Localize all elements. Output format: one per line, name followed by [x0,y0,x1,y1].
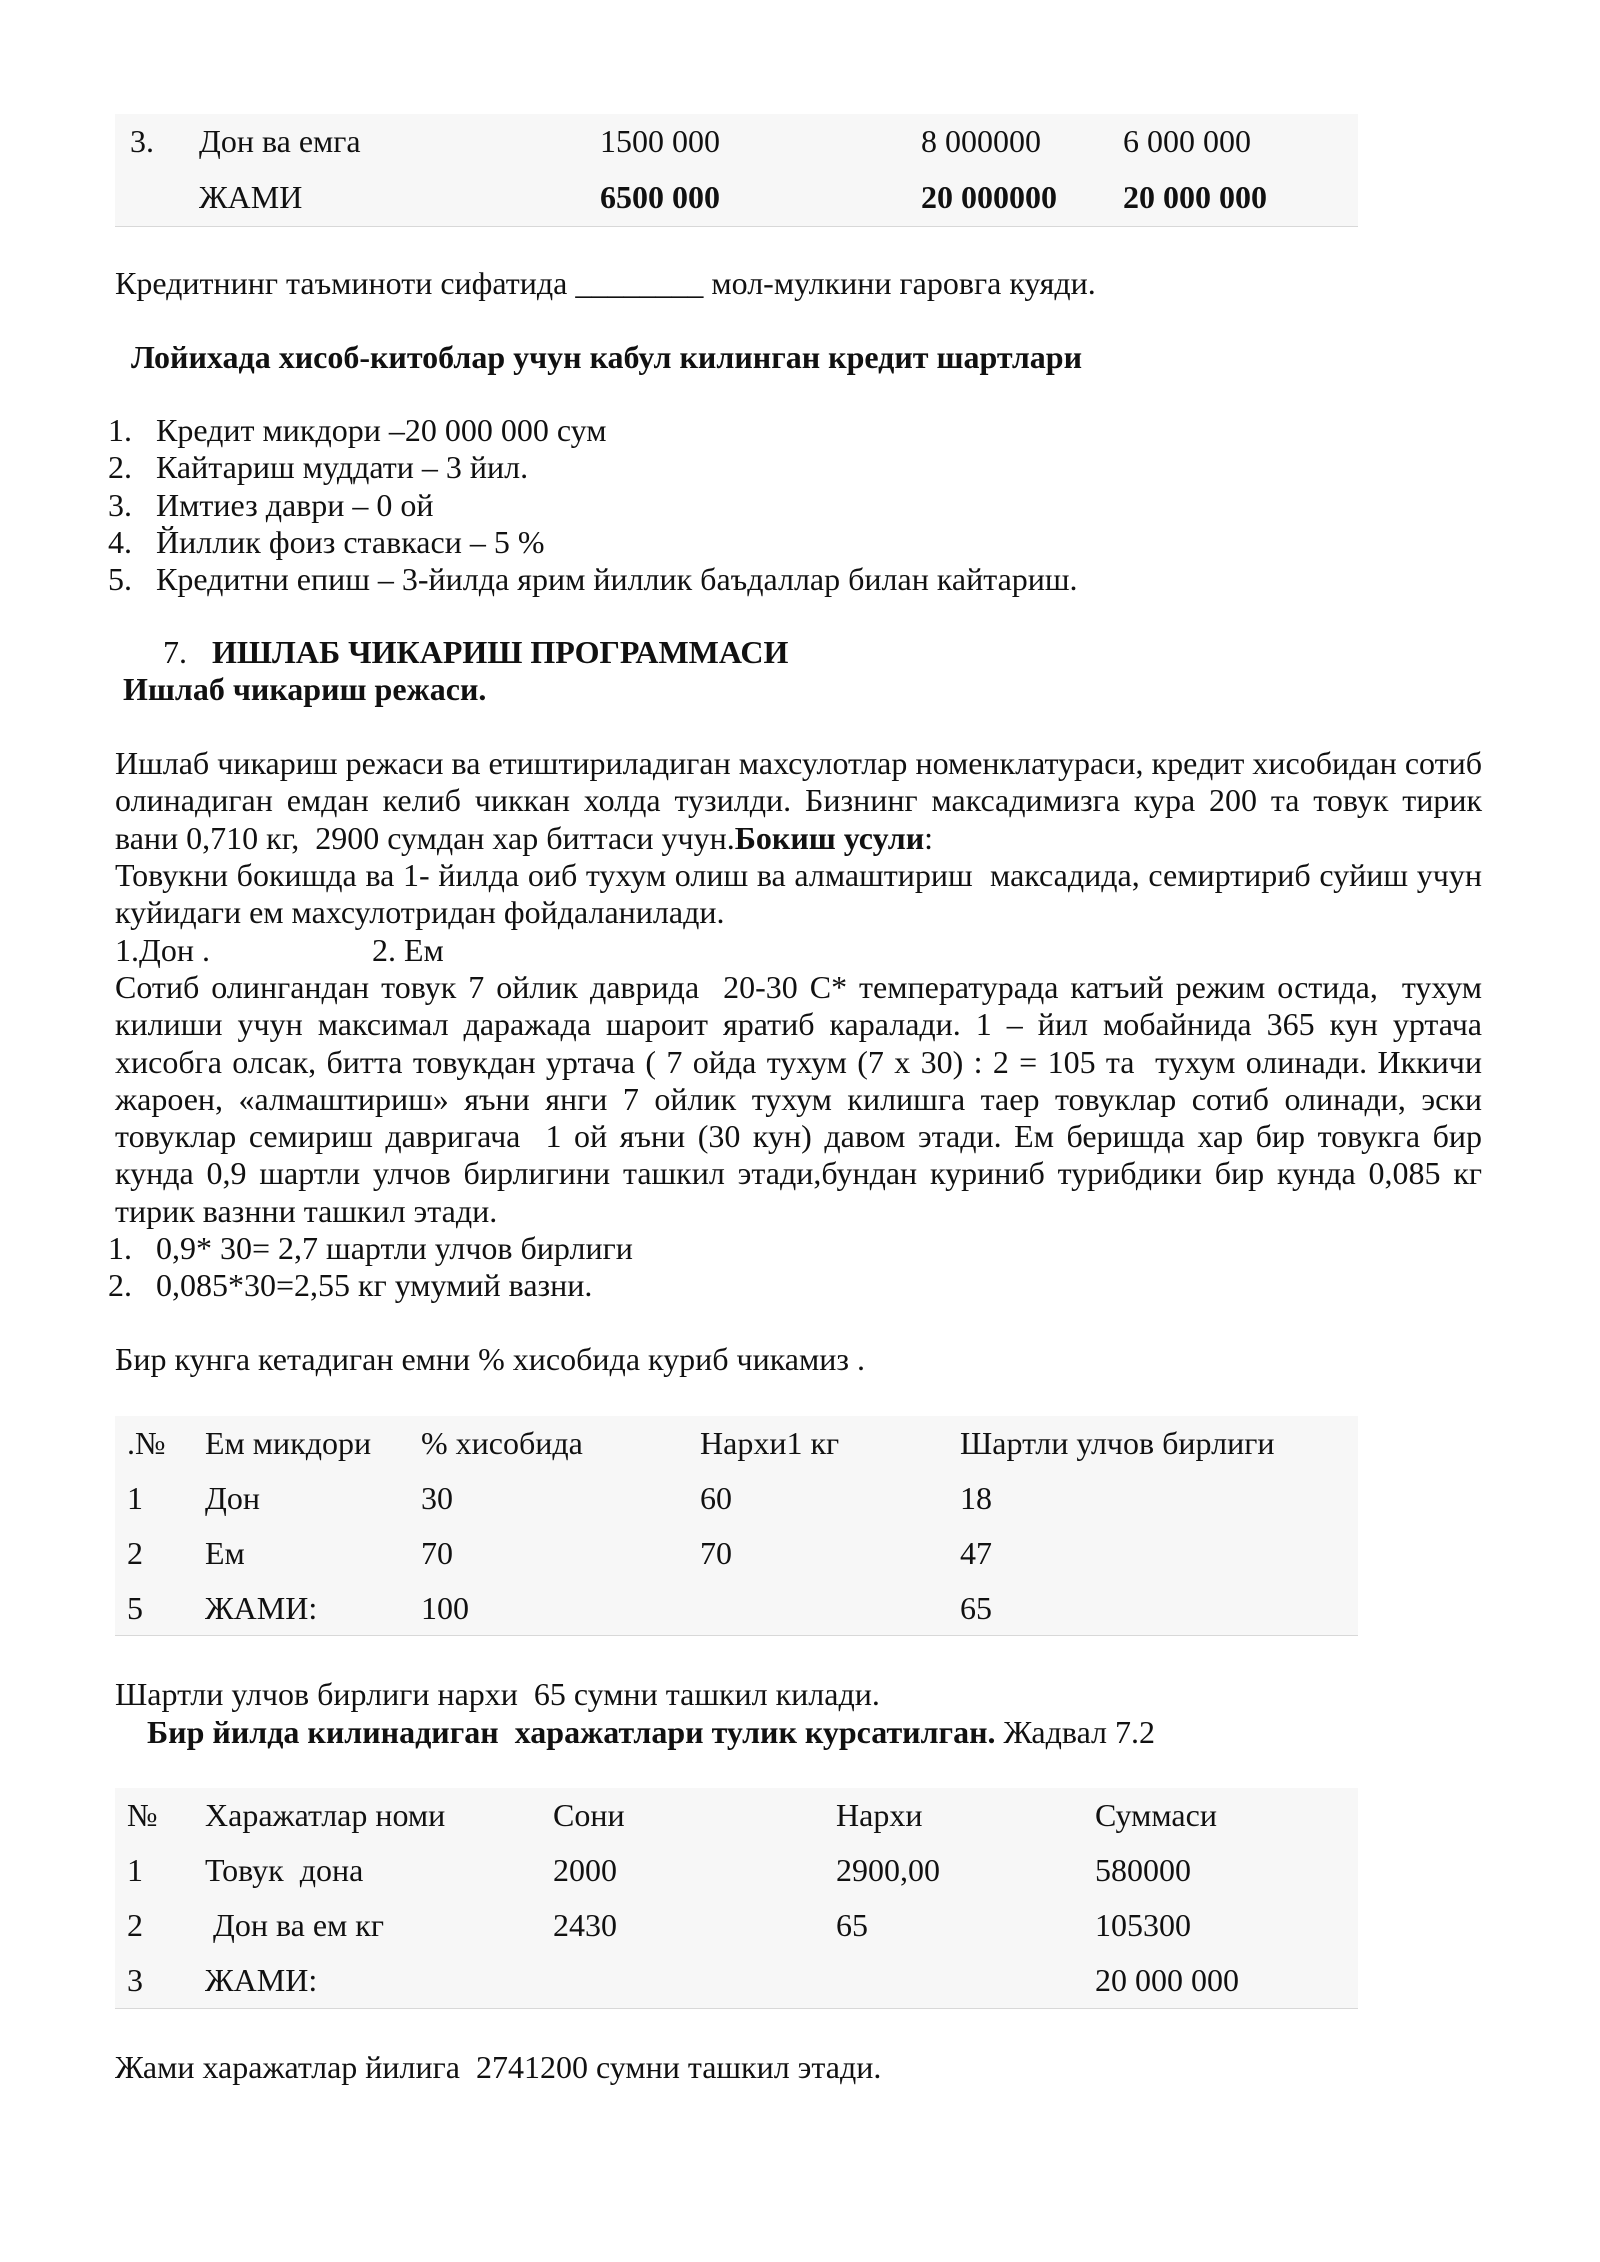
table-cell: ЖАМИ: [205,1961,318,1998]
table-row [115,1898,1358,1953]
list-number: 5. [108,561,132,598]
production-plan-paragraph [115,745,1490,857]
header-cell: Суммаси [1095,1796,1217,1833]
table-cell: 70 [700,1534,732,1571]
list-text: 0,085*30=2,55 кг умумий вазни. [156,1267,593,1304]
feed-table [115,1416,1358,1637]
header-cell: Нархи1 кг [700,1424,840,1461]
paragraph-text: Ишлаб чикариш режаси ва етиштириладиган махсулотлар номенклатураси, кредит хисобидан сотиб олинадиган емдан келиб чиккан холда тузилди. Бизнинг максадимизга кура 200 та товук тирик вани 0,710 кг, 2900 сумдан хар биттаси учун. [115,745,1490,856]
header-cell: Шартли улчов бирлиги [960,1424,1275,1461]
list-text: 0,9* 30= 2,7 шартли улчов бирлиги [156,1230,633,1267]
list-number: 1. [108,412,132,449]
calculation-list [108,1230,1482,1305]
table-cell: 580000 [1095,1851,1191,1888]
feeding-paragraph: Товукни бокишда ва 1- йилда оиб тухум олиш ва алмаштириш максадида, семиртириб суйиш учун куйидаги ем махсулотридан фойдаланилади. [115,857,1490,931]
total-value-cell: 20 000 000 [1123,179,1267,216]
row-number-cell: 3. [130,123,154,160]
credit-terms-heading: Лойихада хисоб-китоблар учун кабул килинган кредит шартлари [131,338,1083,375]
list-number: 4. [108,523,132,560]
row-number-cell [115,170,184,226]
list-text: Йиллик фоиз ставкаси – 5 % [156,523,545,560]
table-cell: 20 000 000 [1095,1961,1239,1998]
table-cell: ЖАМИ: [205,1589,318,1626]
item-name-cell: ЖАМИ [199,179,303,216]
table-total-row [115,1953,1358,2008]
table-cell: 1 [127,1479,143,1516]
section-title: ИШЛАБ ЧИКАРИШ ПРОГРАММАСИ [212,633,789,670]
section-subtitle: Ишлаб чикариш режаси. [123,670,487,707]
page-content [108,0,1490,2086]
list-item [108,412,1482,449]
list-item [108,486,1482,524]
rearing-paragraph: Сотиб олингандан товук 7 ойлик даврида 20-30 С* температурада катъий режим остида, тухум килиши учун максимал даражада шароит яратиб каралади. 1 – йил мобайнида 365 кун уртача хисобга олсак, битта товукдан уртача ( 7 ойда тухум (7 х 30) : 2 = 105 та тухум олинади. Иккичи жароен, «алмаштириш» яъни янги 7 ойлик тухум килишга таер товуклар сотиб олинади, эски товуклар семириш давригача 1 ой яъни (30 кун) давом этади. Ем беришда хар бир товукга бир кунда 0,9 шартли улчов бирлигини ташкил этади,бундан куриниб турибдики бир кунда 0,085 кг тирик вазнни ташкил этади. [115,968,1490,1229]
header-cell: Нархи [836,1796,923,1833]
table-cell: 47 [960,1534,992,1571]
list-text: Кайтариш муддати – 3 йил. [156,449,529,486]
section-heading [115,634,1482,671]
feed-type-grain: 1.Дон . [115,931,210,968]
header-cell: Харажатлар номи [205,1796,446,1833]
header-cell: .№ [127,1424,166,1461]
table-row [115,1843,1358,1898]
table-row [115,1526,1358,1581]
list-item [108,561,1482,598]
table-cell: Дон [205,1479,260,1516]
header-cell: Ем микдори [205,1424,372,1461]
table-cell: 30 [421,1479,453,1516]
table-cell: 5 [127,1589,143,1626]
feed-type-fodder: 2. Ем [372,931,444,968]
value-cell: 6 000 000 [1123,123,1251,160]
feed-types-line [115,932,1482,969]
list-text: Кредит микдори –20 000 000 сум [156,412,607,449]
collateral-paragraph: Кредитнинг таъминоти сифатида ________ мол-мулкини гаровга куяди. [115,264,1096,301]
table-total-row [115,170,1358,226]
table-cell: 105300 [1095,1906,1191,1943]
costs-table [115,1788,1358,2009]
table-total-row [115,1581,1358,1636]
header-cell: % хисобида [421,1424,583,1461]
unit-price-paragraph: Шартли улчов бирлиги нархи 65 сумни ташкил килади. [115,1676,880,1713]
section-number: 7. [163,633,187,670]
table-cell [688,1581,948,1636]
table-cell [541,1953,824,2008]
list-number: 2. [108,1267,132,1304]
total-value-cell: 20 000000 [921,179,1057,216]
costs-caption-title: Бир йилда килинадиган харажатлари тулик курсатилган. [147,1713,996,1750]
table-row [115,114,1358,170]
table-header-row [115,1788,1358,1843]
value-cell: 1500 000 [600,123,720,160]
table-cell: 2430 [553,1906,617,1943]
table-cell: 1 [127,1851,143,1888]
list-text: Имтиез даври – 0 ой [156,486,434,523]
item-name-cell: Дон ва емга [199,123,361,160]
table-cell: 2 [127,1906,143,1943]
feeding-method-label: Бокиш усули [734,819,925,856]
table-reference: Жадвал 7.2 [995,1713,1156,1750]
table-row [115,1471,1358,1526]
table-cell [824,1953,1083,2008]
value-cell: 8 000000 [921,123,1041,160]
table-cell: 18 [960,1479,992,1516]
table-cell: 2 [127,1534,143,1571]
paragraph-text: : [924,819,934,856]
table-cell: 65 [960,1589,992,1626]
total-value-cell: 6500 000 [600,179,720,216]
table-cell: 2000 [553,1851,617,1888]
budget-table [115,114,1358,227]
list-number: 3. [108,486,132,523]
table-cell: 70 [421,1534,453,1571]
table-cell: 65 [836,1906,868,1943]
feed-intro-paragraph: Бир кунга кетадиган емни % хисобида куриб чикамиз . [115,1340,866,1377]
list-number: 1. [108,1230,132,1267]
table-cell: Товук дона [205,1851,364,1888]
table-cell: 3 [127,1961,143,1998]
table-cell: 2900,00 [836,1851,940,1888]
table-cell: Дон ва ем кг [205,1906,384,1943]
total-costs-paragraph: Жами харажатлар йилига 2741200 сумни ташкил этади. [115,2048,882,2085]
table-cell: Ем [205,1534,245,1571]
credit-terms-list [108,412,1482,598]
list-item [108,1267,1482,1304]
table-header-row [115,1416,1358,1471]
table-cell: 60 [700,1479,732,1516]
header-cell: Сони [553,1796,625,1833]
list-text: Кредитни епиш – 3-йилда ярим йиллик баъдаллар билан кайтариш. [156,561,1078,598]
list-item [108,523,1482,561]
list-item [108,449,1482,486]
costs-caption [115,1714,1482,1751]
list-item [108,1230,1482,1267]
header-cell: № [127,1796,158,1833]
table-cell: 100 [421,1589,469,1626]
list-number: 2. [108,449,132,486]
